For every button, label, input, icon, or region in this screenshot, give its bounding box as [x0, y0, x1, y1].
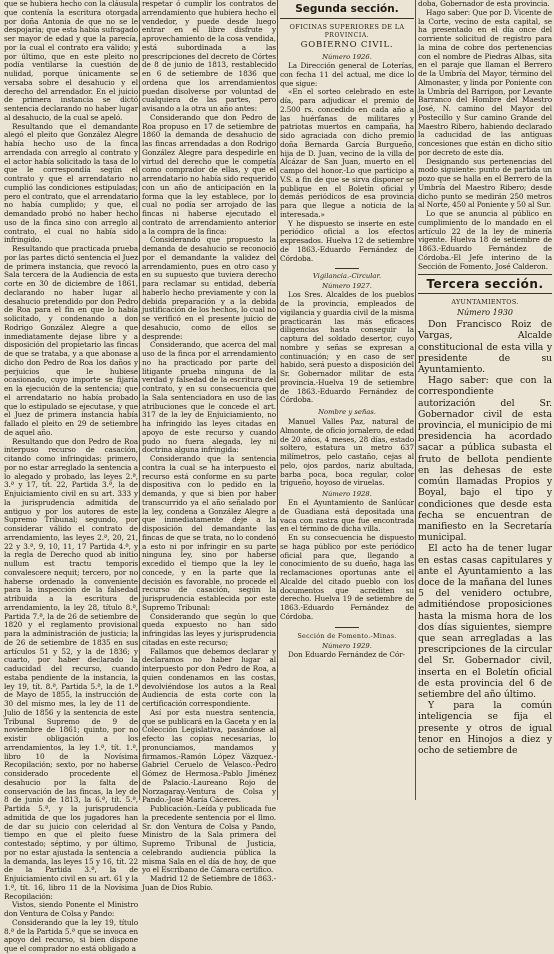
paragraph: Los Sres. Alcaldes de los pueblos de la provincia, empleados de vigilancia y guardia civil de la misma practicarán las más eficaces diligencias hasta conseguir la captura del soldado desertor, cuyo nombre y señas se expresan a continuación; y en caso de ser habido, será puesto a disposición del Sr. Gobernador militar de esta provincia.-Huelva 19 de setiembre de 1863.-Eduardo Fernández de Córdoba.	[280, 290, 414, 405]
paragraph: que se hubiera hecho con la cláusula que contenía la escritura otorgada por doña Antonia de que no se le despojaria; que esta había sufragado ser mayor de edad y que la parecía, por la cual el contrato era válido; y por último, que en este pleito no podía ventilarse la cuestión de nulidad, porque únicamente se versaba sobre el desahucio y el derecho del arrendador. En el juicio de primera instancia se dictó sentencia declarando no haber lugar al desahucio, de la cual se apeló.	[4, 0, 138, 122]
paragraph: En el Ayuntamiento de Sanlúcar de Guadiana está depositada una vaca con rastra que fue encontrada en el término de dicha villa.	[280, 498, 414, 534]
column-rule	[415, 0, 416, 800]
paragraph: Vistos, siendo Ponente el Ministro don Ventura de Colsa y Pando:	[4, 900, 138, 918]
section-title: Segunda sección.	[295, 3, 399, 15]
paragraph: «En el sorteo celebrado en este día, para adjudicar el premio de 2.500 rs. concedido en cada año a las huérfanas de militares y patriotas muertos en campaña, ha sido agraciada con dicho premio doña Bernarda García Burgueño, hija de D. Juan, vecino de la villa de Alcázar de San Juan, muerto en el campo del honor.-Lo que participo a V.S. a fin de que se sirva disponer se publique en el Boletín oficial y demás periódicos de esa provincia para que llegue a noticia de la interesada.»	[280, 87, 414, 219]
item-number: Número 1926.	[322, 53, 372, 61]
paragraph: Considerando que propuesto la demanda de desahucio se reconoció por el demandante la validez del arrendamiento, pues en otro caso y en su supuesto que tuviera derecho para reclamar su entidad, debería haberlo hecho previamente y con la debida preparación y a la debida justificación de los hechos, lo cual no se verificó en el presente juicio de desahucio, como de ellos se desprende:	[142, 235, 276, 341]
paragraph: Lo que se anuncia al público en cumplimiento de lo mandado en el artículo 22 de la ley de minería vigente. Huelva 18 de setiembre de 1863.-Eduardo Fernández de Córdoba.-El Jefe interino de la Sección de Fomento, José Calderon.	[418, 209, 552, 271]
column-rule	[277, 0, 278, 800]
notice-body	[418, 308, 552, 756]
paragraph: Resultando que el demandante alegó el pleito que González Alegre había hecho uso de la finca arrendada con arreglo al contrato y el actor había solicitado la tasa de lo que le correspondía según el contrato y que el arrendatario no cumplió las condiciones estipuladas; pero el contrato, que el arrendatario no había cumplido; y que, el demandado probó no haber hecho uso de la finca sino con arreglo al contrato, el cual no había sido infringido.	[4, 121, 138, 245]
paragraph: Fallamos que debemos declarar y declaramos no haber lugar al interpuesto por don Pedro de Roa, a quien condenamos en las costas, devolviéndose los autos a la Real Audiencia de esta corte con la certificación correspondiente.	[142, 646, 276, 708]
item-number: Número 1930	[456, 308, 513, 318]
caption: Nombre y señas.	[318, 408, 376, 416]
divider	[335, 627, 359, 628]
column-1	[4, 0, 138, 953]
paragraph: Así por esta nuestra sentencia, que se publicará en la Gaceta y en la Colección Legislativa, pasándose al efecto las copias necesarias, lo pronunciamos, mandamos y firmamos.-Ramón López Vázquez.-Gabriel Ceruelo de Velasco.-Pedro Gómez de Hermosa.-Pablo Jiménez de Palacio.-Laureano Rojo de Norzagaray.-Ventura de Colsa y Pando.-José María Cáceres.	[142, 707, 276, 805]
divider	[335, 268, 359, 269]
paragraph: Y para la común inteligencia se fija el presente y otros de igual tenor en Hinojos a diez y ocho de setiembre de	[418, 700, 552, 756]
office-heading: PROVINCIA.	[324, 32, 370, 39]
paragraph: En su consecuencia he dispuesto se haga público por este periódico oficial para que, llegando a conocimiento de su dueño, haga las reclamaciones oportunas ante el Alcalde del citado pueblo con los documentos que acrediten su derecho. Huelva 19 de setiembre de 1863.-Eduardo Fernández de Córdoba.	[280, 533, 414, 621]
paragraph: Hago saber: que con la correspondiente autorización del Sr. Gobernador civil de esta provincia, el municipio de mi presidencia ha acordado sacar a pública subasta el fruto de bellota pendiente en las dehesas de este común llamadas Propios y Boyal, bajo el tipo y condiciones que desde esta fecha se encuentran de manifiesto en la Secretaría municipal.	[418, 375, 552, 544]
dateline: Madrid 12 de Setiembre de 1863.-Juan de Dios Rubio.	[142, 874, 276, 892]
paragraph: Manuel Valles Paz, natural de Almonte, de oficio jornalero, de edad de 20 años, 4 meses, 28 días, estado soltero, estatura un metro 637 milímetros, pelo castaño, cejas al pelo, ojos pardos, nariz abultada, barba poca, boca regular, color trigueño, hoyoso de viruelas.	[280, 417, 414, 488]
divider	[280, 18, 414, 19]
paragraph: Don Francisco Roiz de Vargas, Alcalde constitucional de esta villa y presidente de su Ayuntamiento.	[418, 319, 552, 376]
item-number: Número 1928.	[322, 490, 372, 498]
subsection-title: AYUNTAMIENTOS.	[451, 298, 519, 307]
paragraph: Resultando que don Pedro de Roa interpuso recurso de casación, citando como infringidas: primero, por no estar arreglado la sentencia a lo alegado y probado, las leyes 2.ª, 3.ª y 17, tít. 22, Partida 3.ª, la de Enjuiciamiento civil en su art. 333 y la jurisprudencia admitida de antiguo y por los autores de este Supremo Tribunal; segundo, por considerar válido el contrato de arrendamiento, las leyes 2.ª, 20, 21, 22 y 3.ª, 9, 10, 11, 17 Partida 4.ª, y la regla de Derecho quod ab initio nullum est tractu temporis convalescere nequit; tercero, por no haberse ordenado la conveniente para la inspección de la falsedad atribuida a la escritura de arrendamiento, la ley 28, título 8.ª, Partida 7.ª, la de 26 de setiembre de 1820 y el reglamento provisional para la administración de justicia; la de 26 de setiembre de 1835 en sus artículos 51 y 52, y la de 1836; y cuarto, por haber declarado la caducidad del recurso, cuando estaba pendiente de la instancia, la ley 19, tít. 8.ª, Partida 5.ª, la de 1.ª de Mayo de 1855, la instrucción de 30 del mismo mes, la ley de 11 de Julio de 1856 y la sentencia de este Tribunal Supremo de 9 de noviembre de 1861; quinto, por no existir obligación a los arrendamientos, la ley 1.ª, tít. 1.ª, libro 10 de la Novísima Recopilación; sexto, por no haberse considerado procedente el desahucio por la falta de conservación de las fincas, la ley de 8 de junio de 1813, la 6.ª, tít. 5.ª, Partida 5.ª, y la jurisprudencia admitida de que los jugadores han de dar su juicio con celeridad al tiempo en que el pleito fuese contestado; séptimo, y por último, por no estar ajustada la sentencia a la demanda, las leyes 15 y 16, tít. 22 de la Partida 3.ª, la de Enjuiciamiento civil en su art. 61 y la 1.ª, tít. 16, libro 11 de la Novísima Recopilación:	[4, 436, 138, 901]
caption: Vigilancia.-Circular.	[312, 272, 382, 281]
paragraph: Considerando que don Pedro de Roa propuso en 17 de setiembre de 1860 la demanda de desahucio de las fincas arrendadas a don Rodrigo González Alegre para despedirle en virtud del derecho que le competía como comprador de ellas, y que el arrendatario no había sido requerido con un año de anticipación en la forma que la ley establece, por lo cual no podía ser arrojado de las fincas ni haberse ejecutado el contrato de arrendamiento anterior a la compra de la finca:	[142, 112, 276, 236]
column-4	[418, 0, 552, 800]
item-number: Número 1927.	[322, 282, 372, 291]
office-heading: OFICINAS SUPERIORES DE LA	[289, 23, 405, 31]
paragraph: Considerando que según lo que queda expuesto no han sido infringidas las leyes y jurisprudencia citadas en este recurso;	[142, 611, 276, 647]
column-2	[142, 0, 276, 892]
paragraph: Considerando que la sentencia contra la cual se ha interpuesto el recurso está conforme en su parte dispositiva con lo pedido en la demanda, y que si bien por haber transcurrido ya el año señalado por la ley, condena a González Alegre a que inmediatamente deje a la disposición del demandante las fincas de que se trata, no lo condenó a esto ni por infringir en su parte ninguna ley, sino por haberse excedido el tiempo que la ley le concede, y en la parte que la decisión es favorable, no procede el recurso de casación, según la jurisprudencia establecida por este Supremo Tribunal:	[142, 454, 276, 612]
paragraph: doba, Gobernador de esta provincia.	[418, 0, 550, 8]
paragraph: La Dirección general de Loterías, con fecha 11 del actual, me dice lo que sigue:	[280, 61, 414, 88]
section-title: Tercera sección.	[426, 277, 544, 292]
paragraph: Y he dispuesto se inserte en este periódico oficial a los efectos expresados. Huelva 12 de setiembre de 1863.-Eduardo Fernández de Córdoba.	[280, 218, 414, 263]
paragraph: Designando sus pertenencias del modo siguiente: punto de partida un pozo que se halla en el Berrero de la Umbría del Maestro Ribero; desde dicho punto se medirán 250 metros al Norte, 450 al Poniente y 50 al Sur.	[418, 156, 552, 210]
paragraph: Considerando, que acerca del mal uso de la finca por el arrendamiento no ha practicado por parte del litigante prueba ninguna de la verdad y falsedad de la escritura del contrato, y en su consecuencia que la Sala sentenciadora en uso de las atribuciones que le concede el art. 317 de la ley de Enjuiciamiento, no ha infringido las leyes citadas en apoyo de este recurso y cuando pudo no fuera alegada, ley ni doctrina alguna infringida:	[142, 340, 276, 455]
paragraph: Resultando que practicada prueba por las partes dictó sentencia el Juez de primera instancia, que revocó la Sala tercera de la Audiencia de esta corte en 30 de diciembre de 1861, declarando no haber lugar al desahucio pretendido por don Pedro de Roa para el fin en que lo había solicitado, y condenando a don Rodrigo González Alegre a que inmediatamente dejase libre y a disposición del propietario las fincas de que se trataba, y a que abonase a dicho don Pedro de Roa los daños y perjuicios que le hubiese ocasionado, cuyo importe se fijaría en la ejecución de la sentencia; que el arrendatario no había probado que lo estipulado se ejecutase, y que el Juez de primera instancia había fallado el pleito en 29 de setiembre de aquel año.	[4, 244, 138, 437]
subsection-title: Sección de Fomento.-Minas.	[297, 631, 397, 640]
divider	[418, 274, 552, 275]
paragraph: Publicación.-Leída y publicada fue la precedente sentencia por el Ilmo. Sr. don Ventura de Colsa y Pando, Ministro de la Sala primera del Supremo Tribunal de Justicia, celebrando audiencia pública la misma Sala en el día de hoy, de que yo el Escribano de Cámara certifico.	[142, 804, 276, 875]
column-3	[280, 0, 414, 800]
item-number: Número 1929.	[322, 641, 372, 650]
paragraph: Don Eduardo Fernández de Cór-	[288, 649, 405, 659]
divider	[418, 293, 552, 294]
column-rule	[139, 0, 140, 800]
paragraph: Hago saber: Que por D. Vicente de la Corte, vecino de esta capital, se ha presentado en el día once del corriente solicitud de registro para la mina de cobre dos pertenencias con el nombre de Piedras Albas, sita en el paraje que llaman el Berrero de la Umbría del Mayor, término del Almonaster, y linda por Poniente con la Umbría del Barrigon, por Levante Barranco del Hombre del Maestro José, N. camino del Mayor del Postecillo y Sur camino Grande del Maestro Ribero, habiendo declarado la caducidad de las antiguas concesiones que están en dicho sitio por decreto de este día.	[418, 7, 552, 157]
paragraph: El acto ha de tener lugar en estas casas capitulares y ante el Ayuntamiento a las doce de la mañana del lunes 5 del venidero octubre, admitiéndose proposiciones hasta la misma hora de los dos días siguientes, siempre que sean arregladas a las prescripciones de la circular del Sr. Gobernador civil, inserta en el Boletín oficial de esta provincia del 6 de setiembre del año último.	[418, 543, 552, 700]
office-heading: GOBIERNO CIVIL.	[300, 40, 394, 50]
paragraph: Considerando que la ley 19, título 8.ª de la Partida 5.ª que se invoca en apoyo del recurso, si bien dispone que el comprador no está obligado a	[4, 917, 138, 953]
paragraph: respetar ó cumplir los contratos de arrendamiento que hubiera hecho el vendedor, y puede desde luego entrar en el libre disfrute y aprovechamiento de la cosa vendida, está subordinada a las prescripciones del decreto de Córtes de 8 de junio de 1813, restablecido en 6 de setiembre de 1836 que ordena que los arrendamientos puedan disolverse por voluntad de cualquiera de las partes, pero avisando a la otra un año antes:	[142, 0, 276, 113]
